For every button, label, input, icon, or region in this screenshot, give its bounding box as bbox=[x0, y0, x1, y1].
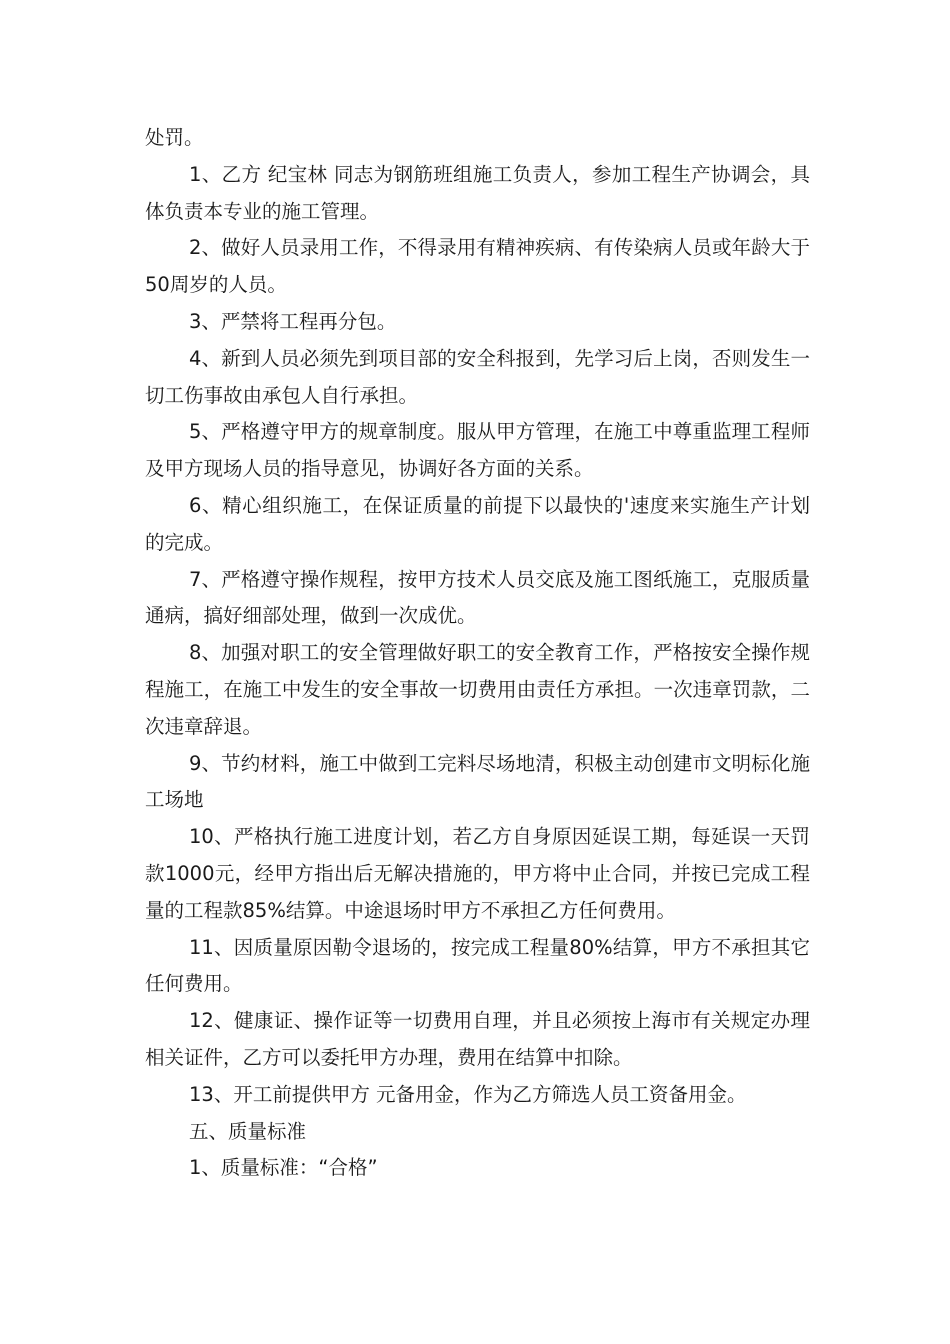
paragraph-item-11: 11、因质量原因勒令退场的，按完成工程量80%结算，甲方不承担其它任何费用。 bbox=[145, 935, 810, 996]
paragraph-item-3: 3、严禁将工程再分包。 bbox=[189, 309, 397, 333]
paragraph-item-2: 2、做好人员录用工作，不得录用有精神疾病、有传染病人员或年龄大于50周岁的人员。 bbox=[145, 236, 810, 297]
paragraph-item-6: 6、精心组织施工，在保证质量的前提下以最快的'速度来实施生产计划的完成。 bbox=[145, 493, 810, 554]
paragraph-item-4: 4、新到人员必须先到项目部的安全科报到，先学习后上岗，否则发生一切工伤事故由承包人自行承担。 bbox=[145, 346, 810, 407]
paragraph-item-9: 9、节约材料，施工中做到工完料尽场地清，积极主动创建市文明标化施工场地 bbox=[145, 751, 810, 812]
paragraph-item-8: 8、加强对职工的安全管理做好职工的安全教育工作，严格按安全操作规程施工，在施工中发生的安全事故一切费用由责任方承担。一次违章罚款，二次违章辞退。 bbox=[145, 641, 810, 738]
paragraph-item-13: 13、开工前提供甲方 元备用金，作为乙方筛选人员工资备用金。 bbox=[189, 1082, 747, 1106]
paragraph-item-5: 5、严格遵守甲方的规章制度。服从甲方管理，在施工中尊重监理工程师及甲方现场人员的指导意见，协调好各方面的关系。 bbox=[145, 420, 810, 481]
paragraph-item-10: 10、严格执行施工进度计划，若乙方自身原因延误工期，每延误一天罚款1000元，经甲方指出后无解决措施的，甲方将中止合同，并按已完成工程量的工程款85%结算。中途退场时甲方不承担乙方任何费用。 bbox=[145, 825, 810, 922]
paragraph-continuation: 处罚。 bbox=[145, 126, 204, 149]
paragraph-item-12: 12、健康证、操作证等一切费用自理，并且必须按上海市有关规定办理相关证件，乙方可以委托甲方办理，费用在结算中扣除。 bbox=[145, 1009, 810, 1069]
section-heading-quality-standard: 五、质量标准 bbox=[189, 1119, 307, 1143]
document-body bbox=[145, 120, 810, 1187]
paragraph-quality-item-1: 1、质量标准：“合格” bbox=[189, 1156, 378, 1180]
paragraph-item-7: 7、严格遵守操作规程，按甲方技术人员交底及施工图纸施工，克服质量通病，搞好细部处理，做到一次成优。 bbox=[145, 567, 810, 628]
paragraph-item-1: 1、乙方 纪宝林 同志为钢筋班组施工负责人，参加工程生产协调会，具体负责本专业的施工管理。 bbox=[145, 162, 810, 223]
